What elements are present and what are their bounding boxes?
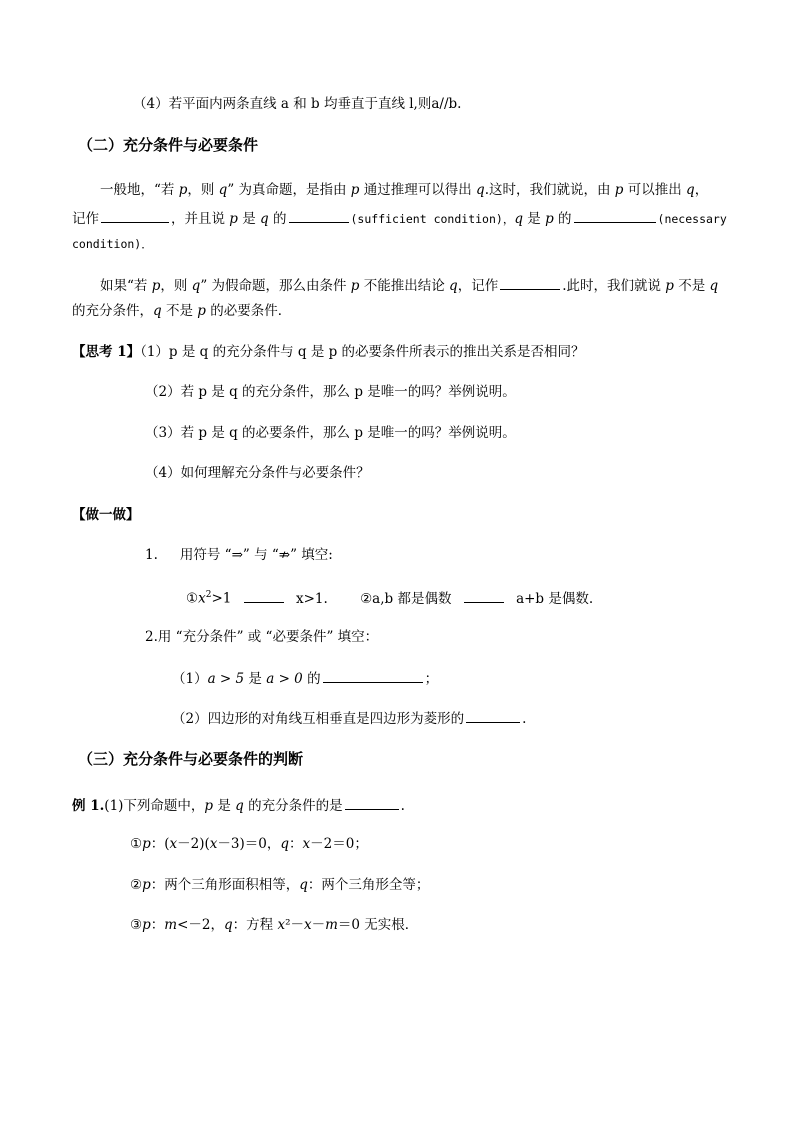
blank-ex2-2[interactable]: [466, 708, 520, 723]
exercise-1: 1. 用符号 “⇒” 与 “⇏” 填空:: [145, 547, 333, 563]
example-option-3: ③p：m<－2，q：方程 x²－x－m＝0 无实根．: [130, 917, 419, 933]
definition-line-3: condition)．: [72, 237, 153, 251]
definition-line-2: 记作 ，并且说 p 是 q 的 (sufficient condition)，q 是 p 的 (necessary: [72, 208, 727, 228]
blank-not-imply[interactable]: [500, 275, 560, 290]
example-option-2: ②p：两个三角形面积相等，q：两个三角形全等；: [130, 877, 430, 893]
proposition-4: （4）若平面内两条直线 a 和 b 均垂直于直线 l,则a//b.: [133, 96, 462, 112]
exercise-2-item-2: （2）四边形的对角线互相垂直是四边形为菱形的 .: [172, 708, 526, 728]
blank-necessary[interactable]: [574, 208, 656, 223]
blank-ex1-2[interactable]: [464, 588, 504, 603]
blank-ex1-1[interactable]: [244, 588, 284, 603]
think-4: （4）如何理解充分条件与必要条件？: [145, 465, 370, 481]
think-2: （2）若 p 是 q 的充分条件，那么 p 是唯一的吗？举例说明。: [145, 384, 516, 400]
false-proposition-line-2: 的充分条件，q 不是 p 的必要条件．: [72, 303, 292, 319]
false-proposition-line-1: 如果“若 p，则 q” 为假命题，那么由条件 p 不能推出结论 q，记作 .此时，我们就说 p 不是 q: [100, 275, 718, 295]
blank-notation[interactable]: [101, 208, 169, 223]
example-option-1: ①p：(x－2)(x－3)＝0，q：x－2＝0；: [130, 836, 368, 852]
section-3-title: （三）充分条件与必要条件的判断: [78, 750, 304, 768]
blank-sufficient[interactable]: [289, 208, 349, 223]
think-1: 【思考 1】（1）p 是 q 的充分条件与 q 是 p 的必要条件所表示的推出关系是否相同？: [72, 344, 585, 360]
exercise-2-item-1: （1）a > 5 是 a > 0 的 ；: [172, 668, 438, 688]
example-1: 例 1.(1)下列命题中，p 是 q 的充分条件的是 .: [72, 795, 405, 815]
think-3: （3）若 p 是 q 的必要条件，那么 p 是唯一的吗？举例说明。: [145, 425, 516, 441]
do-label: 【做一做】: [72, 507, 140, 523]
section-2-title: （二）充分条件与必要条件: [78, 136, 259, 154]
blank-example-1[interactable]: [345, 795, 399, 810]
blank-ex2-1[interactable]: [323, 668, 423, 683]
definition-line-1: 一般地，“若 p，则 q” 为真命题，是指由 p 通过推理可以得出 q.这时，我们就说，由 p 可以推出 q，: [100, 182, 709, 198]
exercise-2: 2.用 “充分条件” 或 “必要条件” 填空：: [145, 629, 379, 645]
exercise-1-items: $①x^2>1$ x>1. ②a,b 都是偶数 a+b 是偶数.: [186, 586, 593, 608]
